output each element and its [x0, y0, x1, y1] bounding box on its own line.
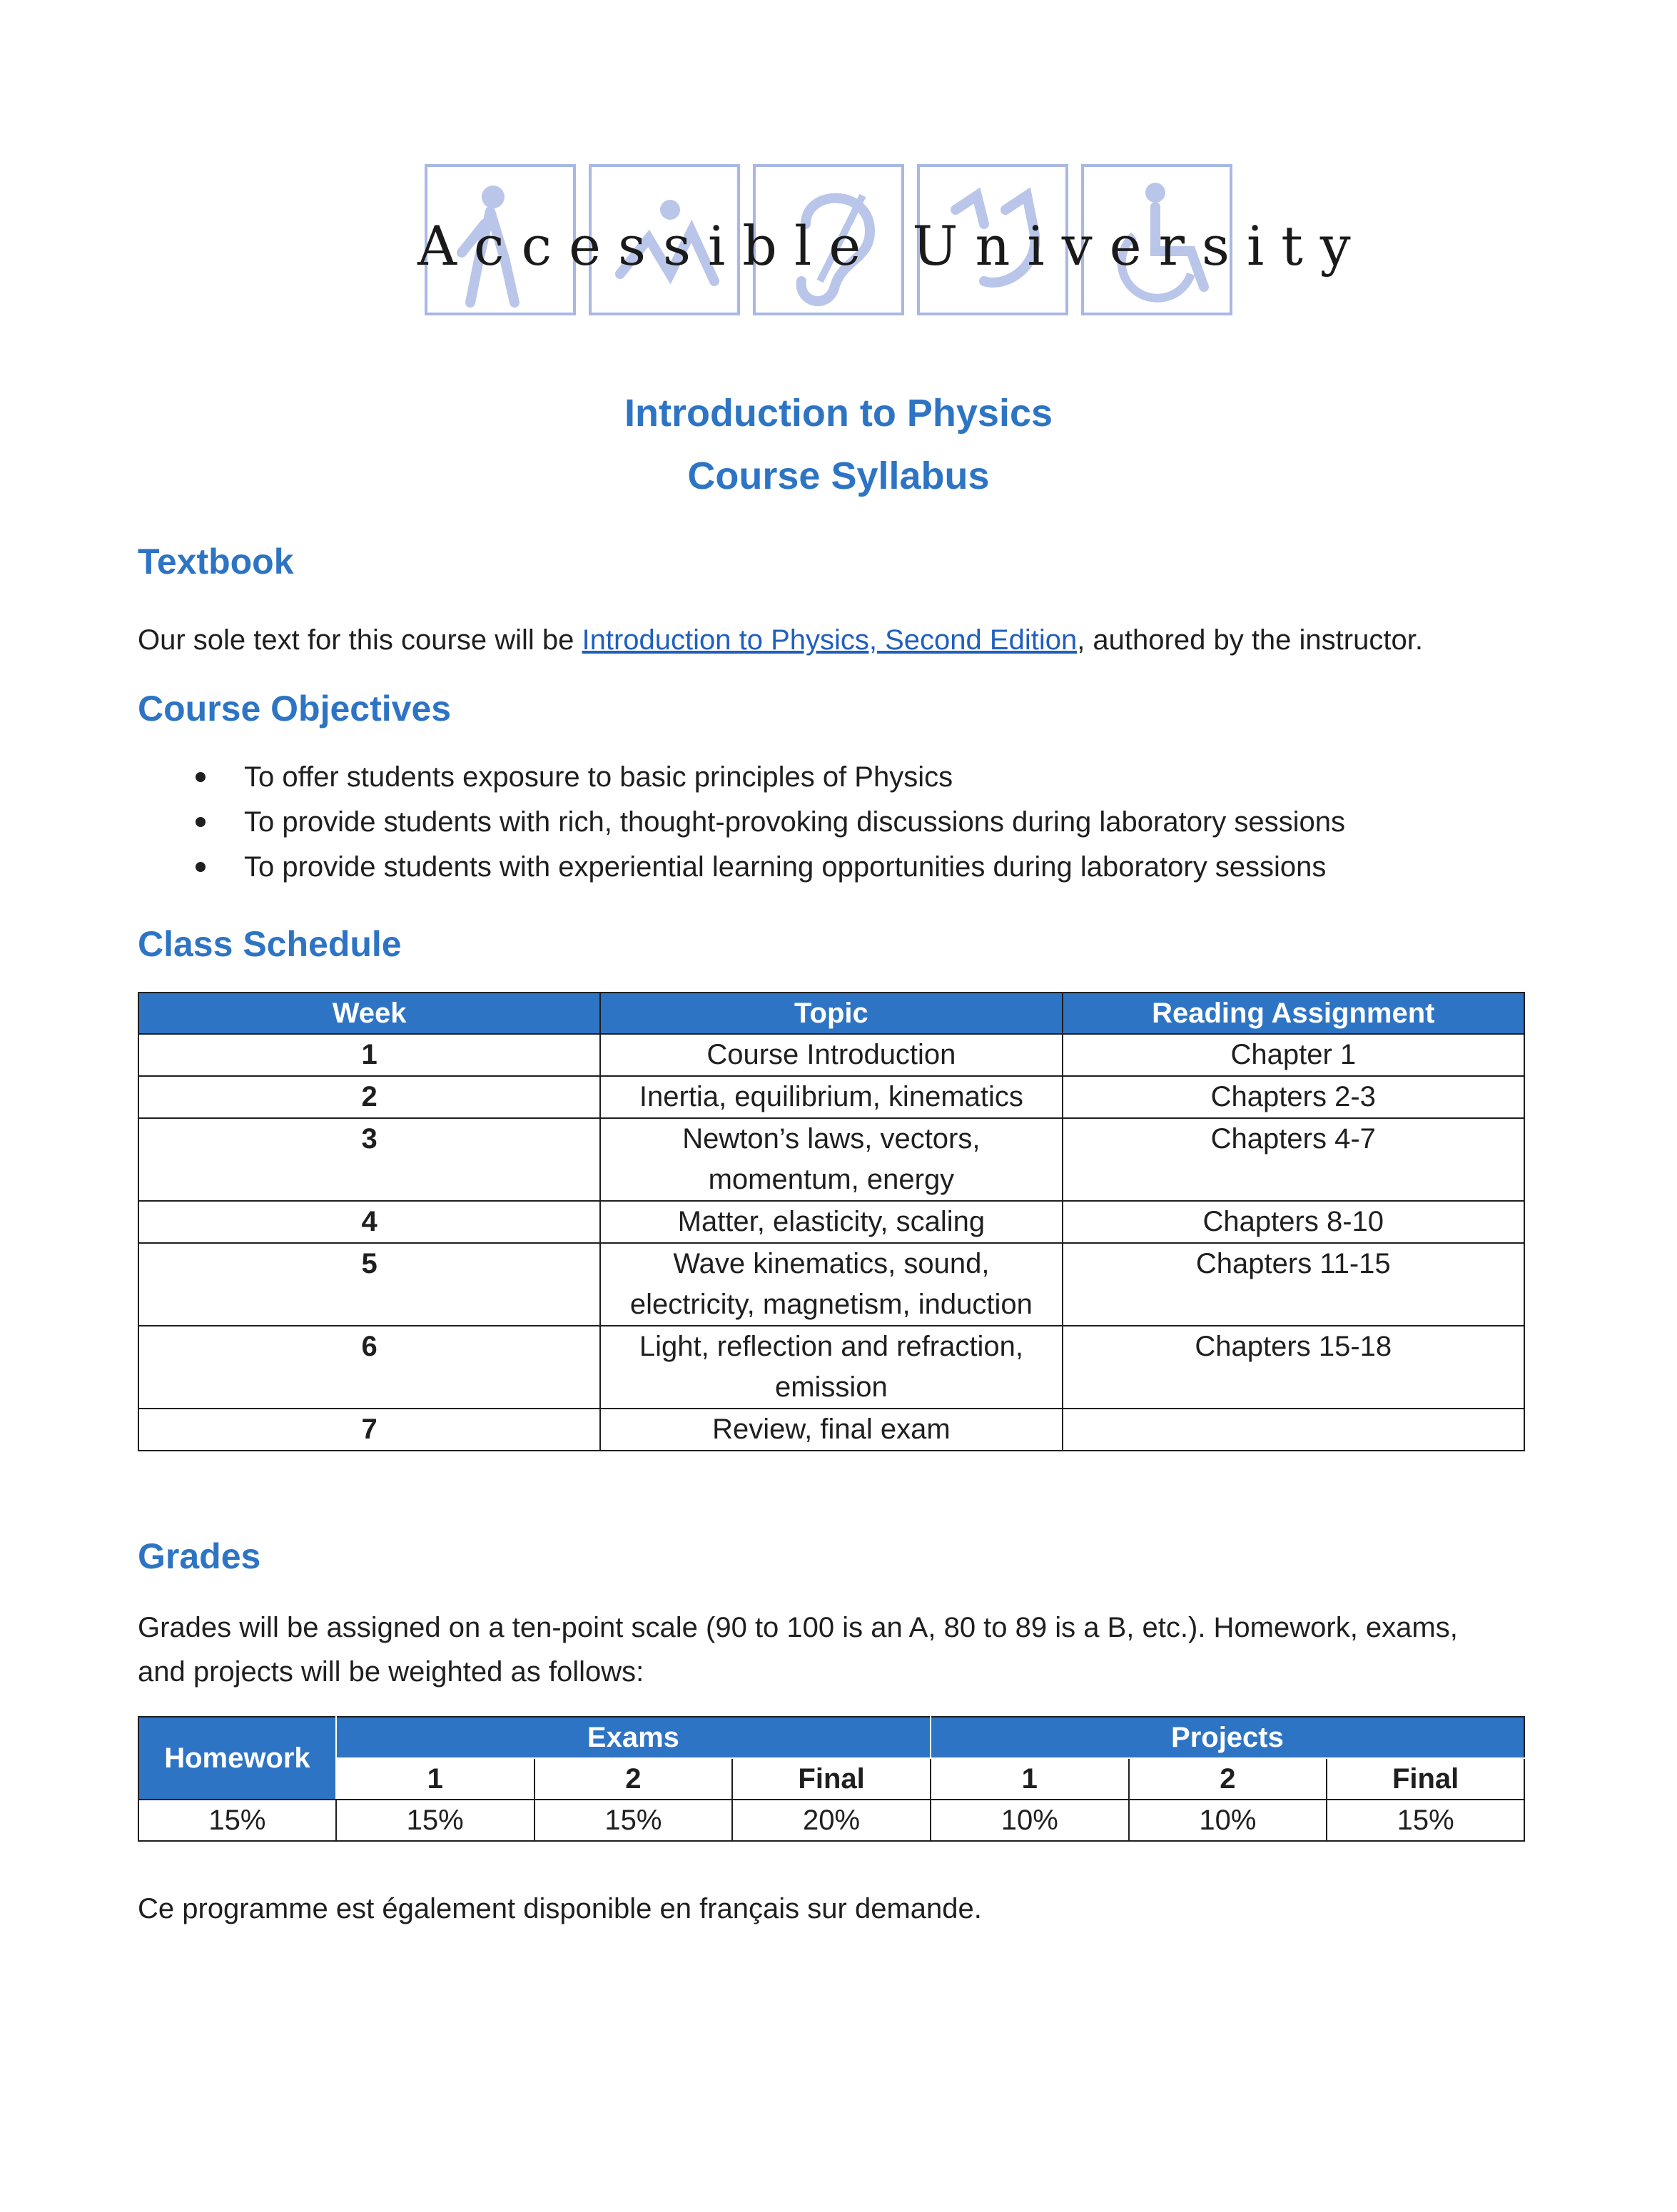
topic-cell: Light, reflection and refraction, emission: [600, 1326, 1062, 1409]
textbook-text-before: Our sole text for this course will be: [138, 624, 582, 656]
week-cell: 2: [138, 1076, 600, 1118]
schedule-heading: Class Schedule: [138, 924, 402, 964]
topic-cell: Review, final exam: [600, 1409, 1062, 1451]
exam-2-header: 2: [534, 1758, 733, 1800]
university-logo: [417, 161, 1368, 325]
project-1-header: 1: [931, 1758, 1129, 1800]
table-header-row: [138, 993, 1524, 1034]
week-cell: 3: [138, 1118, 600, 1201]
reading-cell: Chapters 2-3: [1063, 1076, 1524, 1118]
reading-cell: Chapters 4-7: [1063, 1118, 1524, 1201]
table-subheader-row: [138, 1758, 1524, 1800]
exam-final-header: Final: [732, 1758, 931, 1800]
grades-paragraph-line-1: Grades will be assigned on a ten-point scale (90 to 100 is an A, 80 to 89 is a B, etc.). Homework, exams,: [138, 1612, 1458, 1643]
objective-text: To provide students with experiential learning opportunities during laboratory sessions: [244, 851, 1327, 883]
table-row: [138, 1409, 1524, 1451]
table-row: [138, 1076, 1524, 1118]
week-cell: 5: [138, 1243, 600, 1326]
objectives-list: [186, 755, 1345, 890]
column-header-topic: Topic: [600, 993, 1062, 1034]
page-title: Introduction to Physics: [624, 392, 1053, 435]
textbook-heading: Textbook: [138, 542, 294, 582]
project-final-header: Final: [1327, 1758, 1524, 1800]
objective-text: To provide students with rich, thought-provoking discussions during laboratory sessions: [244, 806, 1346, 838]
grades-table: [138, 1716, 1525, 1842]
topic-cell: Matter, elasticity, scaling: [600, 1201, 1062, 1243]
topic-cell: Newton’s laws, vectors, momentum, energy: [600, 1118, 1062, 1201]
textbook-link[interactable]: Introduction to Physics, Second Edition: [582, 624, 1078, 656]
table-row: [138, 1243, 1524, 1326]
exam-1-weight-cell: 15%: [336, 1800, 534, 1841]
list-item: [186, 845, 1345, 890]
table-row: [138, 1201, 1524, 1243]
table-row: [138, 1800, 1524, 1841]
project-2-weight-cell: 10%: [1129, 1800, 1327, 1841]
table-header-row: [138, 1717, 1524, 1758]
column-header-week: Week: [138, 993, 600, 1034]
exam-2-weight-cell: 15%: [534, 1800, 733, 1841]
page-subtitle: Course Syllabus: [687, 455, 990, 497]
table-row: [138, 1326, 1524, 1409]
exam-final-weight-cell: 20%: [732, 1800, 931, 1841]
table-row: [138, 1118, 1524, 1201]
week-cell: 6: [138, 1326, 600, 1409]
reading-cell: Chapters 8-10: [1063, 1201, 1524, 1243]
homework-weight-cell: 15%: [138, 1800, 336, 1841]
objectives-heading: Course Objectives: [138, 689, 452, 729]
reading-cell: Chapter 1: [1063, 1034, 1524, 1076]
list-item: [186, 755, 1345, 800]
french-availability-note: Ce programme est également disponible en français sur demande.: [138, 1893, 982, 1924]
grades-heading: Grades: [138, 1536, 261, 1576]
homework-header: Homework: [138, 1717, 336, 1800]
textbook-text-after: , authored by the instructor.: [1077, 624, 1423, 656]
bullet-icon: [196, 862, 206, 872]
week-cell: 1: [138, 1034, 600, 1076]
textbook-paragraph: [138, 618, 1423, 662]
bullet-icon: [196, 772, 206, 782]
topic-cell: Wave kinematics, sound, electricity, magnetism, induction: [600, 1243, 1062, 1326]
project-2-header: 2: [1129, 1758, 1327, 1800]
projects-header: Projects: [931, 1717, 1524, 1758]
project-1-weight-cell: 10%: [931, 1800, 1129, 1841]
table-row: [138, 1034, 1524, 1076]
week-cell: 4: [138, 1201, 600, 1243]
grades-paragraph-line-2: and projects will be weighted as follows:: [138, 1656, 644, 1688]
topic-cell: Course Introduction: [600, 1034, 1062, 1076]
project-final-weight-cell: 15%: [1327, 1800, 1524, 1841]
reading-cell: Chapters 15-18: [1063, 1326, 1524, 1409]
schedule-table: [138, 992, 1525, 1451]
week-cell: 7: [138, 1409, 600, 1451]
bullet-icon: [196, 817, 206, 827]
reading-cell: Chapters 11-15: [1063, 1243, 1524, 1326]
exams-header: Exams: [336, 1717, 931, 1758]
reading-cell: [1063, 1409, 1524, 1451]
topic-cell: Inertia, equilibrium, kinematics: [600, 1076, 1062, 1118]
list-item: [186, 800, 1345, 845]
column-header-reading: Reading Assignment: [1063, 993, 1524, 1034]
exam-1-header: 1: [336, 1758, 534, 1800]
logo-wordmark: Accessible University: [417, 214, 1368, 278]
objective-text: To offer students exposure to basic principles of Physics: [244, 761, 953, 793]
